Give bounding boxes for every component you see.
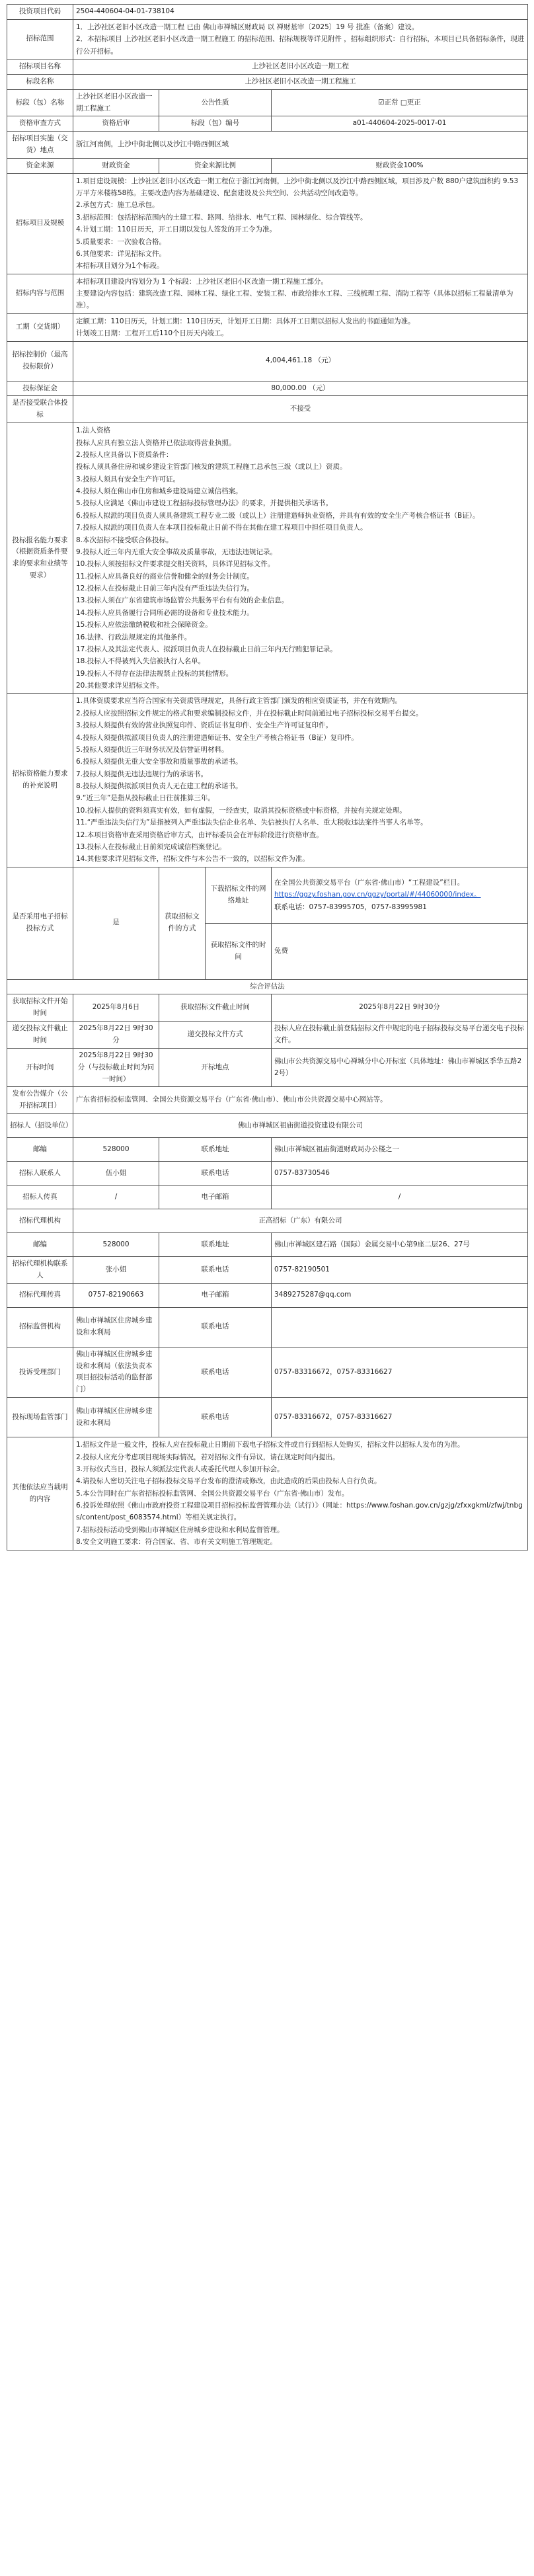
complaint-value: 佛山市禅城区住房城乡建设和水利局（依法负责本项目招投标活动的监督部门）	[73, 1347, 159, 1397]
content-value	[73, 274, 528, 313]
opening-place-value: 佛山市公共资源交易中心禅城分中心开标室（具体地址：佛山市禅城区季华五路22号）	[272, 1048, 528, 1087]
row-max-price	[7, 341, 528, 381]
agency-address-value: 佛山市禅城区建石路（国际）金属交易中心第9座二层26、27号	[272, 1233, 528, 1257]
location-label: 招标项目实施（交货）地点	[7, 132, 73, 159]
row-overview	[7, 173, 528, 274]
contact-label: 招标人联系人	[7, 1162, 73, 1186]
bidder-qual-line: 1.法人资格	[76, 426, 111, 435]
max-price-label: 招标控制价（最高投标限价）	[7, 341, 73, 381]
overview-line: 6.其他要求：详见招标文件。	[76, 249, 167, 258]
other-req-line: 6.投标人须提供无重大安全事故和质量事故的承诺书。	[76, 758, 243, 766]
row-postcode	[7, 1138, 528, 1162]
bidder-qual-line: 14.投标人应具备履行合同所必需的设备和专业技术能力。	[76, 608, 254, 617]
tenderer-label: 招标人（招设单位）	[7, 1114, 73, 1138]
section-code-value: a01-440604-2025-0017-01	[272, 116, 528, 132]
bidder-qual-line: 7.投标人拟派的项目负责人在本项目投标截止日前不得在其他在建工程项目中担任项目负责人。	[76, 524, 367, 532]
bidder-qual-line: 18.投标人不得被列入失信被执行人名单。	[76, 657, 206, 666]
row-duration	[7, 313, 528, 341]
bidder-qual-line: 20.其他要求详见招标文件。	[76, 682, 164, 690]
row-content	[7, 274, 528, 313]
others-line: 7.招标投标活动受到佛山市禅城区住房城乡建设和水利局监督管理。	[76, 1525, 284, 1534]
row-summary	[7, 979, 528, 994]
scope-line: 1．上沙社区老旧小区改造一期工程 已由 佛山市禅城区财政局 以 禅财基审〔2025〕19 号 批准（备案）建设。	[76, 22, 419, 31]
publish-label: 发布公告媒介（公开招标项目）	[7, 1087, 73, 1114]
submit-value: 2025年8月22日 9时30分	[73, 1022, 159, 1049]
bidder-qual-line: 投标人须具备住房和城乡建设主管部门核发的建筑工程施工总承包三级（或以上）资质。	[76, 463, 347, 471]
others-line: 2.投标人应充分考虑项目现场实际情况，若对招标文件有异议，请在规定时间内提出。	[76, 1453, 340, 1461]
project-code-label: 投资项目代码	[7, 5, 73, 20]
bidder-qual-line: 19.投标人不得存在法律法规禁止投标的其他情形。	[76, 669, 233, 678]
row-consortium	[7, 396, 528, 423]
content-label: 招标内容与范围	[7, 274, 73, 313]
funding-value: 财政资金	[73, 158, 159, 173]
row-qualification	[7, 116, 528, 132]
bidder-qual-label: 投标报名能力要求（根据资质条件要求的要求和业绩等要求）	[7, 423, 73, 694]
tenderer-address-label: 联系地址	[159, 1138, 272, 1162]
complaint-phone-label: 联系电话	[159, 1347, 272, 1397]
row-opening	[7, 1048, 528, 1087]
agency-value: 正高招标（广东）有限公司	[73, 1209, 528, 1233]
duration-label: 工期（交货期）	[7, 313, 73, 341]
overview-value	[73, 173, 528, 274]
others-line: 6.投诉处理依照《佛山市政府投资工程建设项目招标投标监督管理办法（试行）》（网址：https://www.foshan.gov.cn/gzjg/zfxxgkml/zfwj/tnbgs/content/post_6083574.html）等相关规定执行。	[76, 1502, 523, 1522]
row-location	[7, 132, 528, 159]
funding-label: 资金来源	[7, 158, 73, 173]
row-e-bidding	[7, 867, 528, 923]
other-req-line: 9.“近三年”是指从投标截止日往前推算三年。	[76, 794, 215, 803]
row-onsite	[7, 1398, 528, 1437]
get-end-value: 2025年8月22日 9时30分	[272, 994, 528, 1022]
agency-phone-value: 0757-82190501	[272, 1257, 528, 1284]
bidder-qual-line: 15.投标人应依法缴纳税收和社会保障资金。	[76, 621, 212, 629]
onsite-value: 佛山市禅城区住房城乡建设和水利局	[73, 1398, 159, 1437]
opening-value: 2025年8月22日 9时30分（与投标截止时间为同一时间）	[73, 1048, 159, 1087]
download-link[interactable]: https://ggzy.foshan.gov.cn/ggzy/portal/#/44060000/index。	[274, 891, 481, 899]
publish-value: 广东省招标投标监管网、全国公共资源交易平台（广东省·佛山市）、佛山市公共资源交易中心网站等。	[73, 1087, 528, 1114]
overview-line: 5.质量要求：一次验收合格。	[76, 237, 167, 246]
e-bid-value: 是	[73, 867, 159, 979]
bidder-qual-line: 投标人应具有独立法人资格并已依法取得营业执照。	[76, 438, 236, 447]
e-bid-method-label: 获取招标文件的方式	[159, 867, 206, 979]
supervisor-phone-label: 联系电话	[159, 1307, 272, 1347]
bidder-qual-line: 5.投标人应满足《佛山市建设工程招标投标管理办法》的要求，并提供相关承诺书。	[76, 499, 333, 508]
row-project-code	[7, 5, 528, 20]
agency-label: 招标代理机构	[7, 1209, 73, 1233]
bidder-qual-line: 6.投标人拟派的项目负责人须具备建筑工程专业二级（或以上）注册建造师执业资格，并具有有效的安全生产考核合格证书（B证）。	[76, 511, 480, 520]
row-section	[7, 89, 528, 116]
e-bid-label: 是否采用电子招标投标方式	[7, 867, 73, 979]
bidder-qual-line: 3.投标人须具有安全生产许可证。	[76, 475, 180, 483]
bidder-qual-line: 4.投标人须在佛山市住房和城乡建设局建立诚信档案。	[76, 487, 243, 495]
bidder-qual-line: 9.投标人近三年内无重大安全事故及质量事故，无违法违规记录。	[76, 547, 278, 556]
opening-label: 开标时间	[7, 1048, 73, 1087]
supervisor-label: 招标监督机构	[7, 1307, 73, 1347]
others-line: 8.安全文明施工要求：符合国家、省、市有关文明施工管理规定。	[76, 1538, 278, 1547]
agency-phone-label: 联系电话	[159, 1257, 272, 1284]
bidder-qual-line: 8.本次招标不接受联合体投标。	[76, 536, 173, 544]
overview-line: 4.计划工期：110日历天，开工日期以发包人签发的开工令为准。	[76, 225, 277, 234]
other-req-line: 14.其他要求详见招标文件，招标文件与本公告不一致的，以招标文件为准。	[76, 855, 309, 864]
scope-value	[73, 19, 528, 59]
get-end-label: 获取招标文件截止时间	[159, 994, 272, 1022]
other-req-line: 5.投标人须提供近三年财务状况及信誉证明材料。	[76, 745, 229, 754]
project-name-value: 上沙社区老旧小区改造一期工程	[73, 59, 528, 74]
postcode-value: 528000	[73, 1138, 159, 1162]
row-bidder-qualification	[7, 423, 528, 694]
tenderer-value: 佛山市禅城区祖庙街道投资建设有限公司	[73, 1114, 528, 1138]
funding-ratio-value: 财政资金100%	[272, 158, 528, 173]
contact-value: 伍小姐	[73, 1162, 159, 1186]
qualification-label: 资格审查方式	[7, 116, 73, 132]
other-req-line: 4.投标人须提供拟派项目负责人的注册建造师证书、安全生产考核合格证书（B证）复印件。	[76, 733, 358, 742]
contact-phone-value: 0757-83730546	[272, 1162, 528, 1186]
consortium-value: 不接受	[73, 396, 528, 423]
download-phone: 联系电话：0757-83995705，0757-83995981	[274, 903, 427, 911]
overview-line: 3.招标范围：包括招标范围内的土建工程、路网、给排水、电气工程、园林绿化、综合管线等。	[76, 213, 367, 221]
opening-place-label: 开标地点	[159, 1048, 272, 1087]
max-price-value: 4,004,461.18 （元）	[73, 341, 528, 381]
overview-label: 招标项目及规模	[7, 173, 73, 274]
content-line: 主要建设内容包括：建筑改造工程、园林工程、绿化工程、安装工程、市政给排水工程、三线梳理工程、消防工程等（具体以招标工程量清单为准）。	[76, 290, 514, 310]
others-line: 3.开标仪式当日，投标人须派法定代表人或委托代理人参加开标会。	[76, 1465, 284, 1473]
deposit-value: 80,000.00 （元）	[73, 381, 528, 396]
overview-line: 2.承包方式：施工总承包。	[76, 201, 159, 210]
bidder-qual-value	[73, 423, 528, 694]
onsite-label: 投标现场监管部门	[7, 1398, 73, 1437]
duration-line: 计划竣工日期：工程开工后110个日历天内竣工。	[76, 329, 229, 338]
other-req-line: 2.投标人应按照招标文件规定的格式和要求编制投标文件，并在投标截止时间前通过电子招标投标交易平台提交。	[76, 709, 423, 717]
content-line: 本招标项目建设内容划分为 1 个标段：上沙社区老旧小区改造一期工程施工部分。	[76, 277, 328, 286]
row-funding	[7, 158, 528, 173]
agency-email-label: 电子邮箱	[159, 1283, 272, 1307]
supervisor-value: 佛山市禅城区住房城乡建设和水利局	[73, 1307, 159, 1347]
submit-label: 递交投标文件截止时间	[7, 1022, 73, 1049]
tenderer-address-value: 佛山市禅城区祖庙街道财政局办公楼之一	[272, 1138, 528, 1162]
funding-ratio-label: 资金来源比例	[159, 158, 272, 173]
agency-fax-label: 招标代理传真	[7, 1283, 73, 1307]
other-req-line: 12.本项目资格审查采用资格后审方式，由评标委员会在评标阶段进行资格审查。	[76, 830, 323, 839]
row-submit	[7, 1022, 528, 1049]
others-line: 5.本公告同时在广东省招标投标监管网、全国公共资源交易平台（广东省·佛山市）发布。	[76, 1489, 349, 1498]
agency-address-label: 联系地址	[159, 1233, 272, 1257]
bidder-qual-line: 13.投标人须在广东省建筑市场监管公共服务平台有有效的企业信息。	[76, 596, 289, 605]
download-text: 在全国公共资源交易平台（广东省·佛山市）“工程建设”栏目。	[274, 879, 465, 887]
row-get-docs	[7, 994, 528, 1022]
others-label: 其他依法应当载明的内容	[7, 1437, 73, 1550]
notice-type-value: ☑正常 □更正	[272, 89, 528, 116]
other-req-line: 7.投标人须提供无违法违规行为的承诺书。	[76, 770, 208, 778]
other-req-value	[73, 694, 528, 867]
complaint-phone-value: 0757-83316672，0757-83316627	[272, 1347, 528, 1397]
email-value: /	[272, 1186, 528, 1209]
agency-postcode-value: 528000	[73, 1233, 159, 1257]
bidder-qual-line: 17.投标人及其法定代表人、拟派项目负责人在投标截止日前三年内无行贿犯罪记录。	[76, 645, 337, 653]
duration-line: 定额工期：110日历天，计划工期：110日历天，计划开工日期：具体开工日期以招标人发出的书面通知为准。	[76, 317, 415, 325]
onsite-phone-value: 0757-83316672，0757-83316627	[272, 1398, 528, 1437]
row-complaint	[7, 1347, 528, 1397]
fax-label: 招标人传真	[7, 1186, 73, 1209]
project-name-label: 招标项目名称	[7, 59, 73, 74]
get-start-value: 2025年8月6日	[73, 994, 159, 1022]
fax-value: /	[73, 1186, 159, 1209]
row-agency-fax	[7, 1283, 528, 1307]
download-value	[272, 867, 528, 923]
bidder-qual-line: 16.法律、行政法规规定的其他条件。	[76, 633, 192, 641]
postcode-label: 邮编	[7, 1138, 73, 1162]
section-value: 上沙社区老旧小区改造一期工程施工	[73, 89, 159, 116]
row-contact	[7, 1162, 528, 1186]
bid-name-value: 上沙社区老旧小区改造一期工程施工	[73, 74, 528, 89]
others-value	[73, 1437, 528, 1550]
row-bid-name	[7, 74, 528, 89]
row-deposit	[7, 381, 528, 396]
scope-line: 2．本招标项目 上沙社区老旧小区改造一期工程施工 的招标范围、招标规模等详见附件 ，招标组织形式：自行招标，本项目已具备招标条件，现进行公开招标。	[76, 35, 525, 56]
row-other-requirements	[7, 694, 528, 867]
agency-fax-value: 0757-82190663	[73, 1283, 159, 1307]
scope-label: 招标范围	[7, 19, 73, 59]
others-line: 4.请投标人密切关注电子招标投标交易平台发布的澄清或修改，由此造成的后果由投标人自行负责。	[76, 1477, 381, 1486]
complaint-label: 投诉受理部门	[7, 1347, 73, 1397]
bidder-qual-line: 11.投标人应具备良好的商业信誉和健全的财务会计制度。	[76, 572, 254, 581]
download-label: 下载招标文件的网络地址	[206, 867, 272, 923]
bidder-qual-line: 10.投标人须按招标文件要求提交相关资料，具体详见招标文件。	[76, 560, 275, 569]
row-agency-address	[7, 1233, 528, 1257]
overview-line: 本招标项目划分为1个标段。	[76, 262, 164, 270]
contact-phone-label: 联系电话	[159, 1162, 272, 1186]
qualification-value: 资格后审	[73, 116, 159, 132]
bidder-qual-line: 12.投标人在投标截止日前三年内没有严重违法失信行为。	[76, 584, 254, 592]
fee-label: 获取招标文件的时间	[206, 923, 272, 979]
fee-value: 免费	[272, 923, 528, 979]
location-value: 浙江河南侧，上沙中街北侧以及沙江中路西侧区域	[73, 132, 528, 159]
other-req-line: 3.投标人须提供有效的营业执照复印件、资质证书复印件、安全生产许可证复印件。	[76, 721, 333, 730]
duration-value	[73, 313, 528, 341]
tender-notice-table	[7, 4, 528, 1550]
row-supervisor	[7, 1307, 528, 1347]
bid-name-label: 标段名称	[7, 74, 73, 89]
row-agency-contact	[7, 1257, 528, 1284]
other-req-line: 11.“严重违法失信行为”是指被列入严重违法失信企业名单、失信被执行人名单、重大税收违法案件当事人名单等。	[76, 819, 428, 827]
bidder-qual-line: 2.投标人应具备以下资质条件：	[76, 450, 173, 459]
agency-contact-label: 招标代理机构联系人	[7, 1257, 73, 1284]
submit-method-value: 投标人应在投标截止前登陆招标文件中规定的电子招标投标交易平台递交电子投标文件。	[272, 1022, 528, 1049]
agency-contact-value: 张小姐	[73, 1257, 159, 1284]
evaluation-method: 综合评估法	[7, 979, 528, 994]
row-agency	[7, 1209, 528, 1233]
onsite-phone-label: 联系电话	[159, 1398, 272, 1437]
notice-type-label: 公告性质	[159, 89, 272, 116]
supervisor-phone-value	[272, 1307, 528, 1347]
get-start-label: 获取招标文件开始时间	[7, 994, 73, 1022]
other-req-line: 13.投标人在投标截止日前须完成诚信档案登记。	[76, 842, 226, 851]
overview-line: 1.项目建设规模：上沙社区老旧小区改造一期工程位于浙江河南侧，上沙中街北侧以及沙江中路西侧区域，项目涉及户数 880户建筑面积约 9.53万平方米楼栋58栋。主要改造内容为基础建设、配套建设及公共空间、公共活动空间改造等。	[76, 177, 519, 198]
section-label: 标段（包）名称	[7, 89, 73, 116]
other-req-line: 10.投标人提供的资料须真实有效，如有虚假，一经查实，取消其投标资格或中标资格，并按有关规定处理。	[76, 806, 406, 815]
others-line: 1.招标文件是一般文件，投标人应在投标截止日期前下载电子招标文件或自行到招标人处购买，招标文件以招标人发布的为准。	[76, 1441, 465, 1449]
deposit-label: 投标保证金	[7, 381, 73, 396]
agency-email-value: 3489275287@qq.com	[272, 1283, 528, 1307]
other-req-line: 8.投标人须提供拟派项目负责人无在建工程的承诺书。	[76, 782, 243, 790]
section-code-label: 标段（包）编号	[159, 116, 272, 132]
row-tenderer	[7, 1114, 528, 1138]
other-req-line: 1.具体资质要求应当符合国家有关资质管理规定，具备行政主管部门颁发的相应资质证书，并在有效期内。	[76, 697, 402, 705]
row-scope	[7, 19, 528, 59]
row-project-name	[7, 59, 528, 74]
consortium-label: 是否接受联合体投标	[7, 396, 73, 423]
row-fax	[7, 1186, 528, 1209]
email-label: 电子邮箱	[159, 1186, 272, 1209]
row-publish	[7, 1087, 528, 1114]
agency-postcode-label: 邮编	[7, 1233, 73, 1257]
submit-method-label: 递交投标文件方式	[159, 1022, 272, 1049]
row-others	[7, 1437, 528, 1550]
other-req-label: 招标资格能力要求的补充说明	[7, 694, 73, 867]
project-code-value: 2504-440604-04-01-738104	[73, 5, 528, 20]
